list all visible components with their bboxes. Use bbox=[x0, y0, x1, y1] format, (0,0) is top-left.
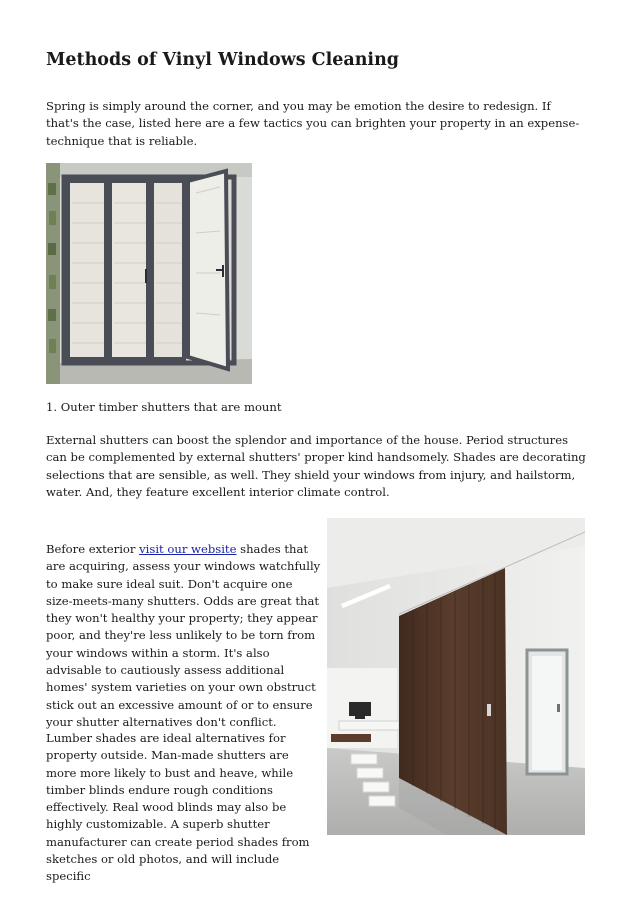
visit-website-link[interactable]: visit our website bbox=[139, 542, 237, 556]
intro-paragraph: Spring is simply around the corner, and you may be emotion the desire to redesign. If that's the case, listed here are a few tactics you can brighten your property in an expense- technique that is reliable. bbox=[46, 99, 580, 148]
lumber-paragraph: Lumber shades are ideal alternatives for property outside. Man-made shutters are more more likely to bust and heave, while timber blinds endure rough conditions effectively. Real wood blinds may also be highly customizable. A superb shutter manufacturer can create period shades from sketches or old photos, and will include specific bbox=[46, 731, 310, 884]
sliding-wood-panel-image bbox=[327, 518, 585, 835]
website-paragraph-before: Before exterior bbox=[46, 542, 140, 556]
shutters-paragraph: External shutters can boost the splendor and importance of the house. Period structures can be complemented by external shutters' proper kind handsomely. Shades are decorating selections that are sensible, as well. They shield your windows from injury, and hailstorm, water. And, they feature excellent interior climate control. bbox=[46, 433, 586, 499]
website-paragraph-after: shades that are acquiring, assess your windows watchfully to make sure ideal suit. Don't acquire one size-meets-many shutters. Odds are great that they won't healthy your property; they appear poor, and they're less unlikely to be torn from your windows within a storm. It's also advisable to cautiously assess additional homes' system varieties on your own obstruct stick out an excessive amount of or to ensure your shutter alternatives don't conflict. bbox=[46, 542, 321, 729]
list-item-1: 1. Outer timber shutters that are mount bbox=[46, 400, 282, 414]
website-paragraph bbox=[46, 541, 322, 731]
folding-door-image bbox=[46, 163, 252, 384]
article-title: Methods of Vinyl Windows Cleaning bbox=[46, 50, 400, 70]
